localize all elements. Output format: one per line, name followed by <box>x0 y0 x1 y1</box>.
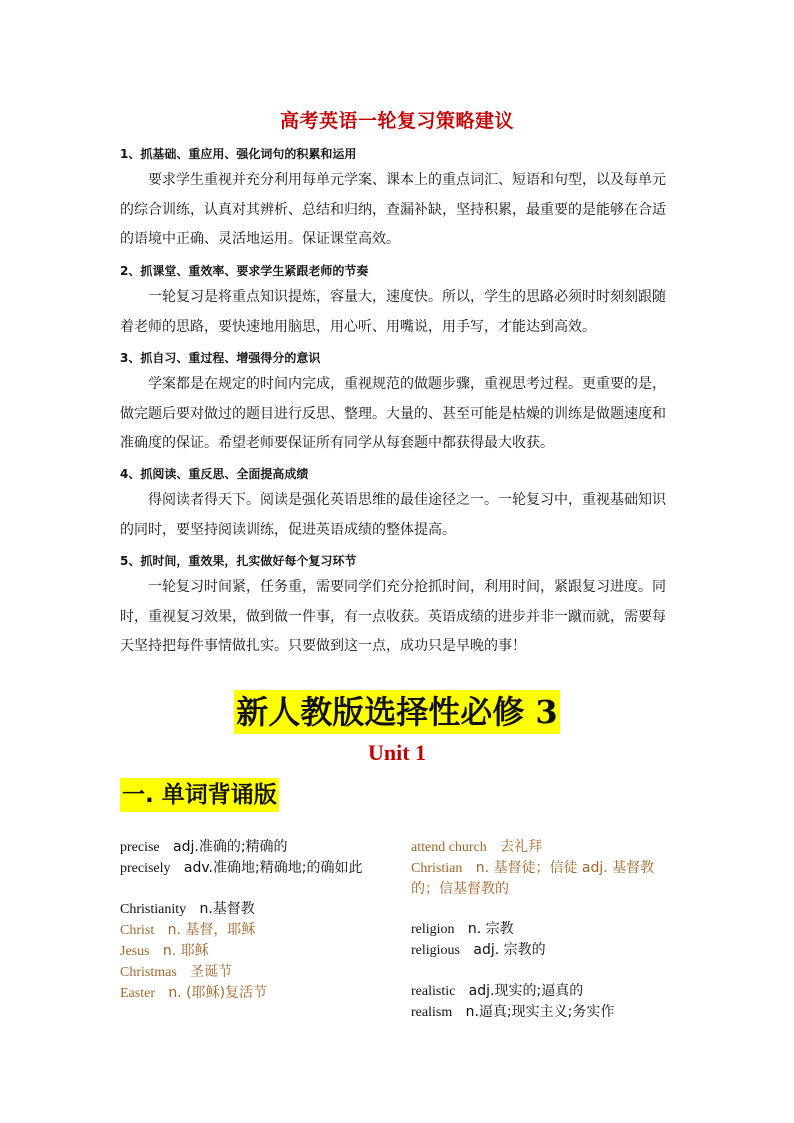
tip-heading-2: 2、抓课堂、重效率、要求学生紧跟老师的节奏 <box>120 264 369 278</box>
vocab-entry <box>120 858 392 879</box>
tip-heading-1: 1、抓基础、重应用、强化词句的积累和运用 <box>120 147 357 161</box>
vocab-word: Christmas <box>120 965 177 980</box>
vocab-word: precise <box>120 840 160 855</box>
page-title: 高考英语一轮复习策略建议 <box>279 110 514 132</box>
vocab-word: attend church <box>411 840 487 855</box>
vocab-entry <box>411 858 681 899</box>
vocab-entry <box>120 899 392 920</box>
tip-heading-4: 4、抓阅读、重反思、全面提高成绩 <box>120 467 309 481</box>
vocab-meaning: n. 基督，耶稣 <box>167 922 256 938</box>
vocab-meaning: adv.准确地;精确地;的确如此 <box>183 860 363 876</box>
tip-text-3: 学案都是在规定的时间内完成，重视规范的做题步骤，重视思考过程。更重要的是，做完题后要对做过的题目进行反思、整理。大量的、甚至可能是枯燥的训练是做题速度和准确度的保证。希望老师要保证所有同学从每套题中都获得最大收获。 <box>120 376 666 451</box>
vocab-meaning: 圣诞节 <box>190 964 233 980</box>
vocab-entry <box>411 940 681 961</box>
book-title: 新人教版选择性必修 3 <box>0 690 794 734</box>
vocab-entry <box>411 981 681 1002</box>
vocab-column-right <box>411 837 681 1023</box>
vocab-entry <box>120 920 392 941</box>
tip-text-2: 一轮复习是将重点知识提炼，容量大，速度快。所以，学生的思路必须时时刻刻跟随着老师的思路，要快速地用脑思，用心听、用嘴说，用手写，才能达到高效。 <box>120 289 666 335</box>
vocab-entry <box>120 941 392 962</box>
unit-title: Unit 1 <box>367 740 427 765</box>
vocab-entry <box>120 983 392 1004</box>
vocab-meaning: n.基督教 <box>199 901 255 917</box>
vocab-word: religion <box>411 922 455 937</box>
vocab-meaning: n. 耶稣 <box>162 943 209 959</box>
vocab-word: Christ <box>120 923 155 938</box>
vocab-gap <box>411 899 681 919</box>
tip-heading-3: 3、抓自习、重过程、增强得分的意识 <box>120 351 321 365</box>
vocab-meaning: n. 宗教 <box>467 921 514 937</box>
vocab-gap <box>411 961 681 981</box>
vocab-entry <box>120 962 392 983</box>
vocab-entry <box>120 837 392 858</box>
vocab-word: precisely <box>120 861 171 876</box>
vocab-word: Easter <box>120 986 155 1001</box>
tip-text-5: 一轮复习时间紧，任务重，需要同学们充分抢抓时间，利用时间，紧跟复习进度。同时，重视复习效果，做到做一件事，有一点收获。英语成绩的进步并非一蹴而就，需要每天坚持把每件事情做扎实。只要做到这一点，成功只是早晚的事！ <box>120 579 666 654</box>
vocab-entry <box>411 837 681 858</box>
vocab-meaning: adj.准确的;精确的 <box>173 839 288 855</box>
tip-text-4: 得阅读者得天下。阅读是强化英语思维的最佳途径之一。一轮复习中，重视基础知识的同时，要坚持阅读训练，促进英语成绩的整体提高。 <box>120 492 666 538</box>
vocab-column-left <box>120 837 392 1004</box>
tip-heading-5: 5、抓时间，重效果，扎实做好每个复习环节 <box>120 554 357 568</box>
vocab-entry <box>411 1002 681 1023</box>
vocab-word: realistic <box>411 984 456 999</box>
vocab-meaning: n. (耶稣)复活节 <box>168 985 268 1001</box>
vocab-meaning: n. 基督徒；信徒 adj. 基督教的；信基督教的 <box>411 860 655 897</box>
vocab-gap <box>120 879 392 899</box>
vocab-meaning: 去礼拜 <box>500 839 543 855</box>
vocab-word: religious <box>411 943 460 958</box>
section-heading: 一. 单词背诵版 <box>120 778 279 812</box>
vocab-meaning: adj. 宗教的 <box>473 942 546 958</box>
vocab-word: Christian <box>411 861 463 876</box>
vocab-word: realism <box>411 1005 453 1020</box>
vocab-word: Jesus <box>120 944 150 959</box>
vocab-meaning: adj.现实的;逼真的 <box>468 983 584 999</box>
vocab-word: Christianity <box>120 902 187 917</box>
vocab-meaning: n.逼真;现实主义;务实作 <box>465 1004 615 1020</box>
vocab-entry <box>411 919 681 940</box>
tip-text-1: 要求学生重视并充分利用每单元学案、课本上的重点词汇、短语和句型，以及每单元的综合训练，认真对其辨析、总结和归纳，查漏补缺，坚持积累，最重要的是能够在合适的语境中正确、灵活地运用。保证课堂高效。 <box>120 172 666 247</box>
